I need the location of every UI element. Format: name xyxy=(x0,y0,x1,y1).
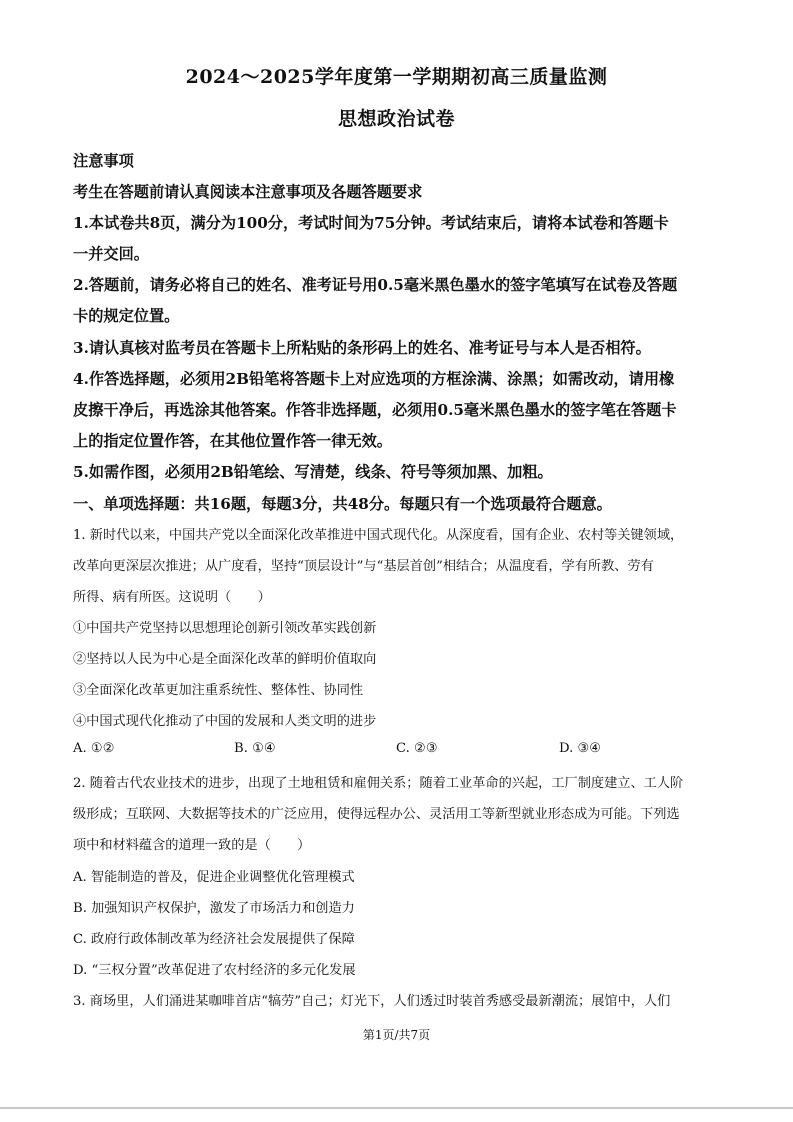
notice-line: 5.如需作图，必须用2B铅笔绘、写清楚，线条、符号等须加黑、加粗。 xyxy=(73,463,553,481)
q1-stem-line: 改革向更深层次推进；从广度看，坚持“顶层设计”与“基层首创”相结合；从温度看，学有所教、劳有 xyxy=(73,559,654,574)
exam-title: 2024～2025学年度第一学期期初高三质量监测 xyxy=(185,66,608,88)
notice-line: 皮擦干净后，再选涂其他答案。作答非选择题，必须用0.5毫米黑色墨水的签字笔在答题卡 xyxy=(73,401,677,419)
notice-heading: 注意事项 xyxy=(73,152,134,170)
exam-subject: 思想政治试卷 xyxy=(337,108,455,130)
page-bottom-divider xyxy=(0,1107,793,1109)
notice-line: 卡的规定位置。 xyxy=(73,307,180,325)
q1-option-a: A. ①② xyxy=(73,741,115,756)
page-number: 第1页/共7页 xyxy=(362,1028,431,1042)
q2-option-c: C. 政府行政体制改革为经济社会发展提供了保障 xyxy=(73,932,355,947)
q1-stem-line: 1. 新时代以来，中国共产党以全面深化改革推进中国式现代化。从深度看，国有企业、农村等关键领域， xyxy=(73,528,684,543)
notice-line: 3.请认真核对监考员在答题卡上所粘贴的条形码上的姓名、准考证号与本人是否相符。 xyxy=(73,339,651,357)
q3-stem-line: 3. 商场里，人们涌进某咖啡首店“犒劳”自己；灯光下，人们透过时装首秀感受最新潮流；展馆中，人们 xyxy=(73,994,671,1009)
q1-option-b: B. ①④ xyxy=(234,741,276,756)
notice-line: 2.答题前，请务必将自己的姓名、准考证号用0.5毫米黑色墨水的签字笔填写在试卷及答题 xyxy=(73,276,678,294)
q2-option-a: A. 智能制造的普及，促进企业调整优化管理模式 xyxy=(73,870,355,885)
q1-statement: ①中国共产党坚持以思想理论创新引领改革实践创新 xyxy=(73,621,377,636)
notice-line: 1.本试卷共8页，满分为100分，考试时间为75分钟。考试结束后，请将本试卷和答题卡 xyxy=(73,214,669,232)
notice-line: 一并交回。 xyxy=(73,245,149,263)
section-heading: 一、单项选择题：共16题，每题3分，共48分。每题只有一个选项最符合题意。 xyxy=(73,495,612,513)
q1-option-c: C. ②③ xyxy=(396,741,438,756)
q1-option-d: D. ③④ xyxy=(559,741,602,756)
notice-intro: 考生在答题前请认真阅读本注意事项及各题答题要求 xyxy=(73,183,423,201)
q1-stem-line: 所得、病有所医。这说明（ ） xyxy=(73,590,271,605)
notice-line: 4.作答选择题，必须用2B铅笔将答题卡上对应选项的方框涂满、涂黑；如需改动，请用橡 xyxy=(73,370,675,388)
q1-statement: ②坚持以人民为中心是全面深化改革的鲜明价值取向 xyxy=(73,652,377,667)
q2-stem-line: 级形成；互联网、大数据等技术的广泛应用，使得远程办公、灵活用工等新型就业形态成为可能。下列选 xyxy=(73,807,680,822)
notice-line: 上的指定位置作答，在其他位置作答一律无效。 xyxy=(73,432,392,450)
q2-stem-line: 2. 随着古代农业技术的进步，出现了土地租赁和雇佣关系；随着工业革命的兴起，工厂制度建立、工人阶 xyxy=(73,776,684,791)
q1-statement: ④中国式现代化推动了中国的发展和人类文明的进步 xyxy=(73,714,377,729)
q1-statement: ③全面深化改革更加注重系统性、整体性、协同性 xyxy=(73,683,364,698)
q2-stem-line: 项中和材料蕴含的道理一致的是（ ） xyxy=(73,838,311,853)
q2-option-b: B. 加强知识产权保护，激发了市场活力和创造力 xyxy=(73,901,355,916)
q2-option-d: D. “三权分置”改革促进了农村经济的多元化发展 xyxy=(73,963,356,978)
